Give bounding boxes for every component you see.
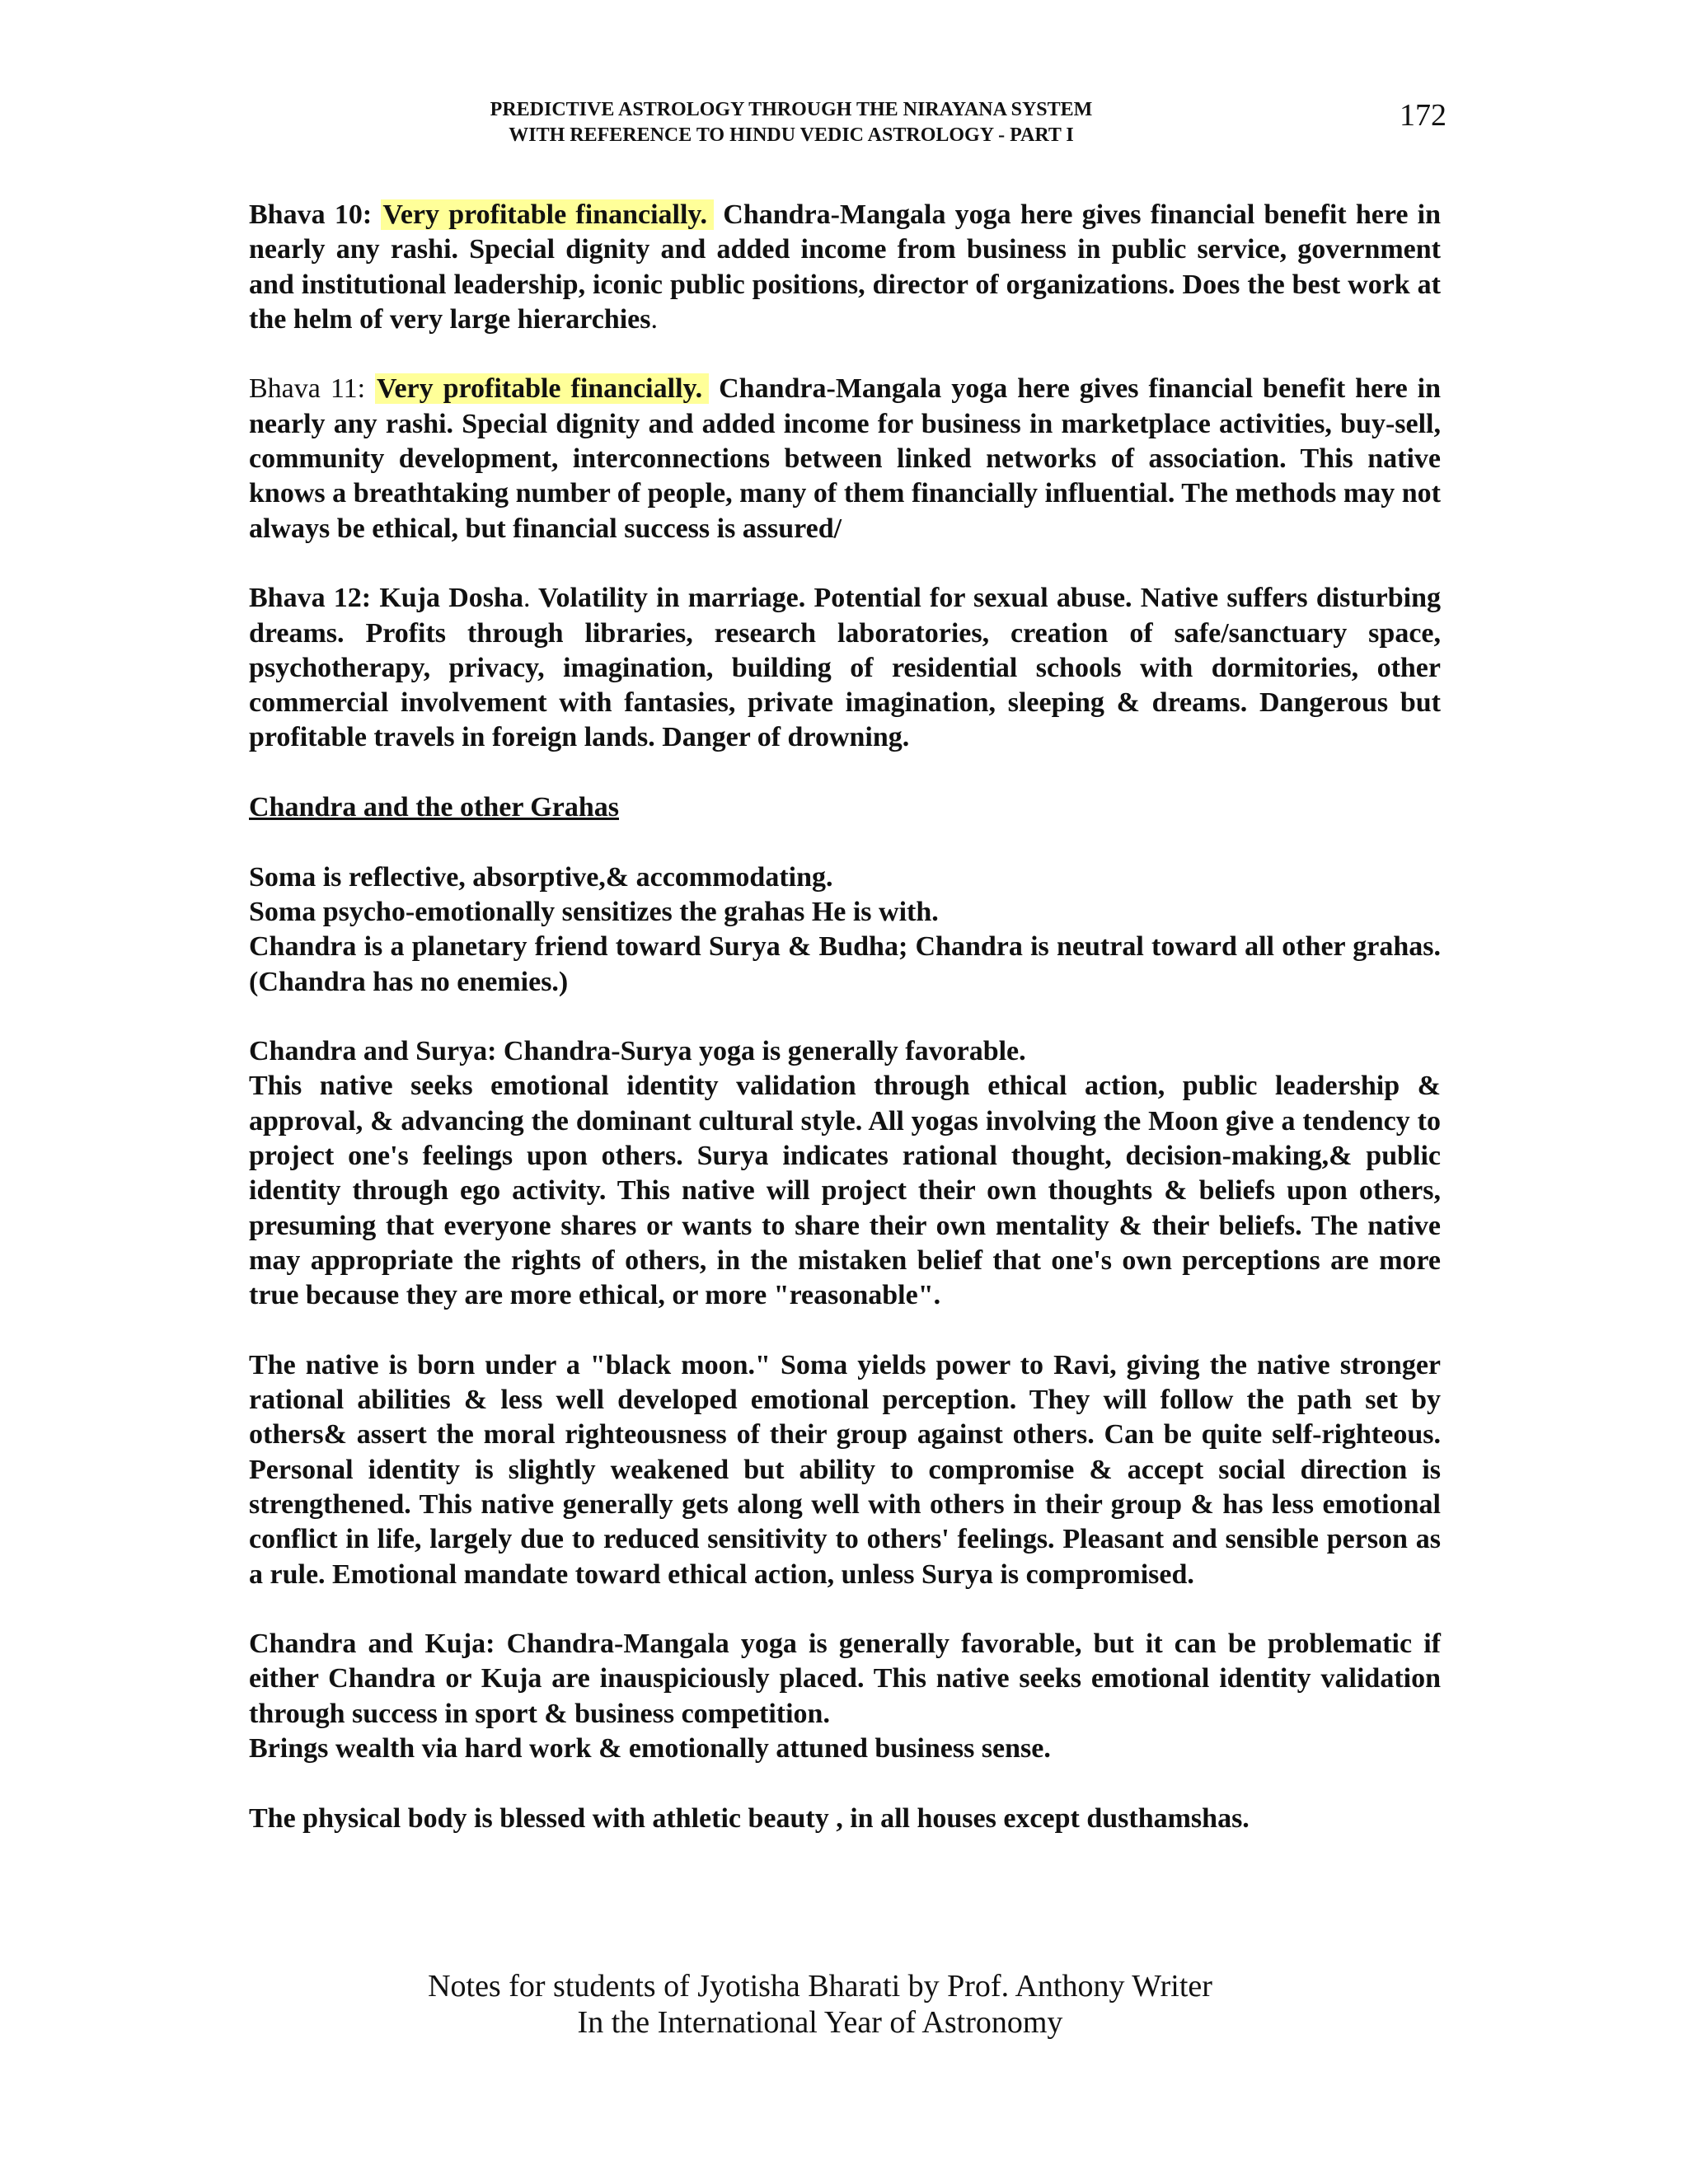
- chandra-kuja-paragraph: [249, 1627, 1441, 1766]
- bhava-11-paragraph: [249, 372, 1441, 546]
- page-body: [249, 198, 1441, 1836]
- header-line-1: PREDICTIVE ASTROLOGY THROUGH THE NIRAYANA SYSTEM: [490, 99, 1093, 120]
- footer-line-2: In the International Year of Astronomy: [577, 2005, 1063, 2040]
- kuja-line-2: Brings wealth via hard work & emotionally attuned business sense.: [249, 1733, 1051, 1765]
- black-moon-text: The native is born under a "black moon." Soma yields power to Ravi, giving the native stronger rational abilities & less well developed emotional perception. They will follow the path set by others& assert the moral righteousness of their group against others. Can be quite self-righteous. Personal identity is slightly weakened but ability to compromise & accept social direction is strengthened. This native generally gets along well with others in their group & has less emotional conflict in life, largely due to reduced sensitivity to others' feelings. Pleasant and sensible person as a rule. Emotional mandate toward ethical action, unless Surya is compromised.: [249, 1349, 1441, 1590]
- physical-body-paragraph: [249, 1802, 1441, 1836]
- section-heading: Chandra and the other Grahas: [249, 792, 619, 823]
- page-number: 172: [1400, 98, 1447, 133]
- running-header: [396, 97, 1187, 148]
- black-moon-paragraph: [249, 1348, 1441, 1592]
- physical-text: The physical body is blessed with athletic beauty , in all houses except dusthamshas.: [249, 1802, 1250, 1834]
- surya-text: This native seeks emotional identity validation through ethical action, public leadership & approval, & advancing the dominant cultural style. All yogas involving the Moon give a tendency to project one's feelings upon others. Surya indicates rational thought, decision-making,& public identity through ego activity. This native will project their own thoughts & beliefs upon others, presuming that everyone shares or wants to share their own mentality & their beliefs. The native may appropriate the rights of others, in the mistaken belief that one's own perceptions are more true because they are more ethical, or more "reasonable".: [249, 1071, 1441, 1311]
- page-footer: [313, 1968, 1327, 2041]
- intro-line-3: Chandra is a planetary friend toward Surya & Budha; Chandra is neutral toward all other grahas. (Chandra has no enemies.): [249, 931, 1441, 997]
- kuja-text: Chandra and Kuja: Chandra-Mangala yoga is generally favorable, but it can be problematic if either Chandra or Kuja are inauspiciously placed. This native seeks emotional identity validation through success in sport & business competition.: [249, 1629, 1441, 1729]
- intro-line-2: Soma psycho-emotionally sensitizes the grahas He is with.: [249, 896, 939, 927]
- bhava-10-text: Chandra-Mangala yoga here gives financial benefit here in nearly any rashi. Special dignity and added income from business in public service, government and institutional leadership, iconic public positions, director of organizations. Does the best work at the helm of very large hierarchies: [249, 199, 1442, 335]
- chandra-surya-paragraph: [249, 1034, 1441, 1313]
- chandra-intro-paragraph: [249, 860, 1441, 1000]
- bhava-10-end: .: [650, 303, 659, 335]
- bhava-10-paragraph: [249, 198, 1441, 337]
- bhava-12-text: Volatility in marriage. Potential for sexual abuse. Native suffers disturbing dreams. Profits through libraries, research laboratories, creation of safe/sanctuary space, psychotherapy, privacy, imagination, building of residential schools with dormitories, other commercial involvement with fantasies, private imagination, sleeping & dreams. Dangerous but profitable travels in foreign lands. Danger of drowning.: [249, 583, 1442, 753]
- bhava-11-text: Chandra-Mangala yoga here gives financial benefit here in nearly any rashi. Special dignity and added income for business in marketplace activities, buy-sell, community development, interconnections between linked networks of association. This native knows a breathtaking number of people, many of them financially influential. The methods may not always be ethical, but financial success is assured/: [249, 373, 1442, 544]
- header-line-2: WITH REFERENCE TO HINDU VEDIC ASTROLOGY - PART I: [509, 124, 1074, 146]
- bhava-12-paragraph: [249, 581, 1441, 755]
- bhava-12-label: Bhava 12: Kuja Dosha: [249, 583, 523, 614]
- bhava-10-label: Bhava 10:: [249, 199, 373, 230]
- intro-line-1: Soma is reflective, absorptive,& accommodating.: [249, 861, 833, 893]
- surya-title: Chandra and Surya: Chandra-Surya yoga is generally favorable.: [249, 1036, 1026, 1067]
- bhava-12-label-dot: .: [523, 583, 531, 614]
- bhava-11-highlight: Very profitable financially.: [375, 373, 709, 404]
- bhava-11-label: Bhava 11:: [249, 373, 366, 405]
- footer-line-1: Notes for students of Jyotisha Bharati by Prof. Anthony Writer: [428, 1969, 1212, 2004]
- bhava-10-highlight: Very profitable financially.: [381, 199, 714, 230]
